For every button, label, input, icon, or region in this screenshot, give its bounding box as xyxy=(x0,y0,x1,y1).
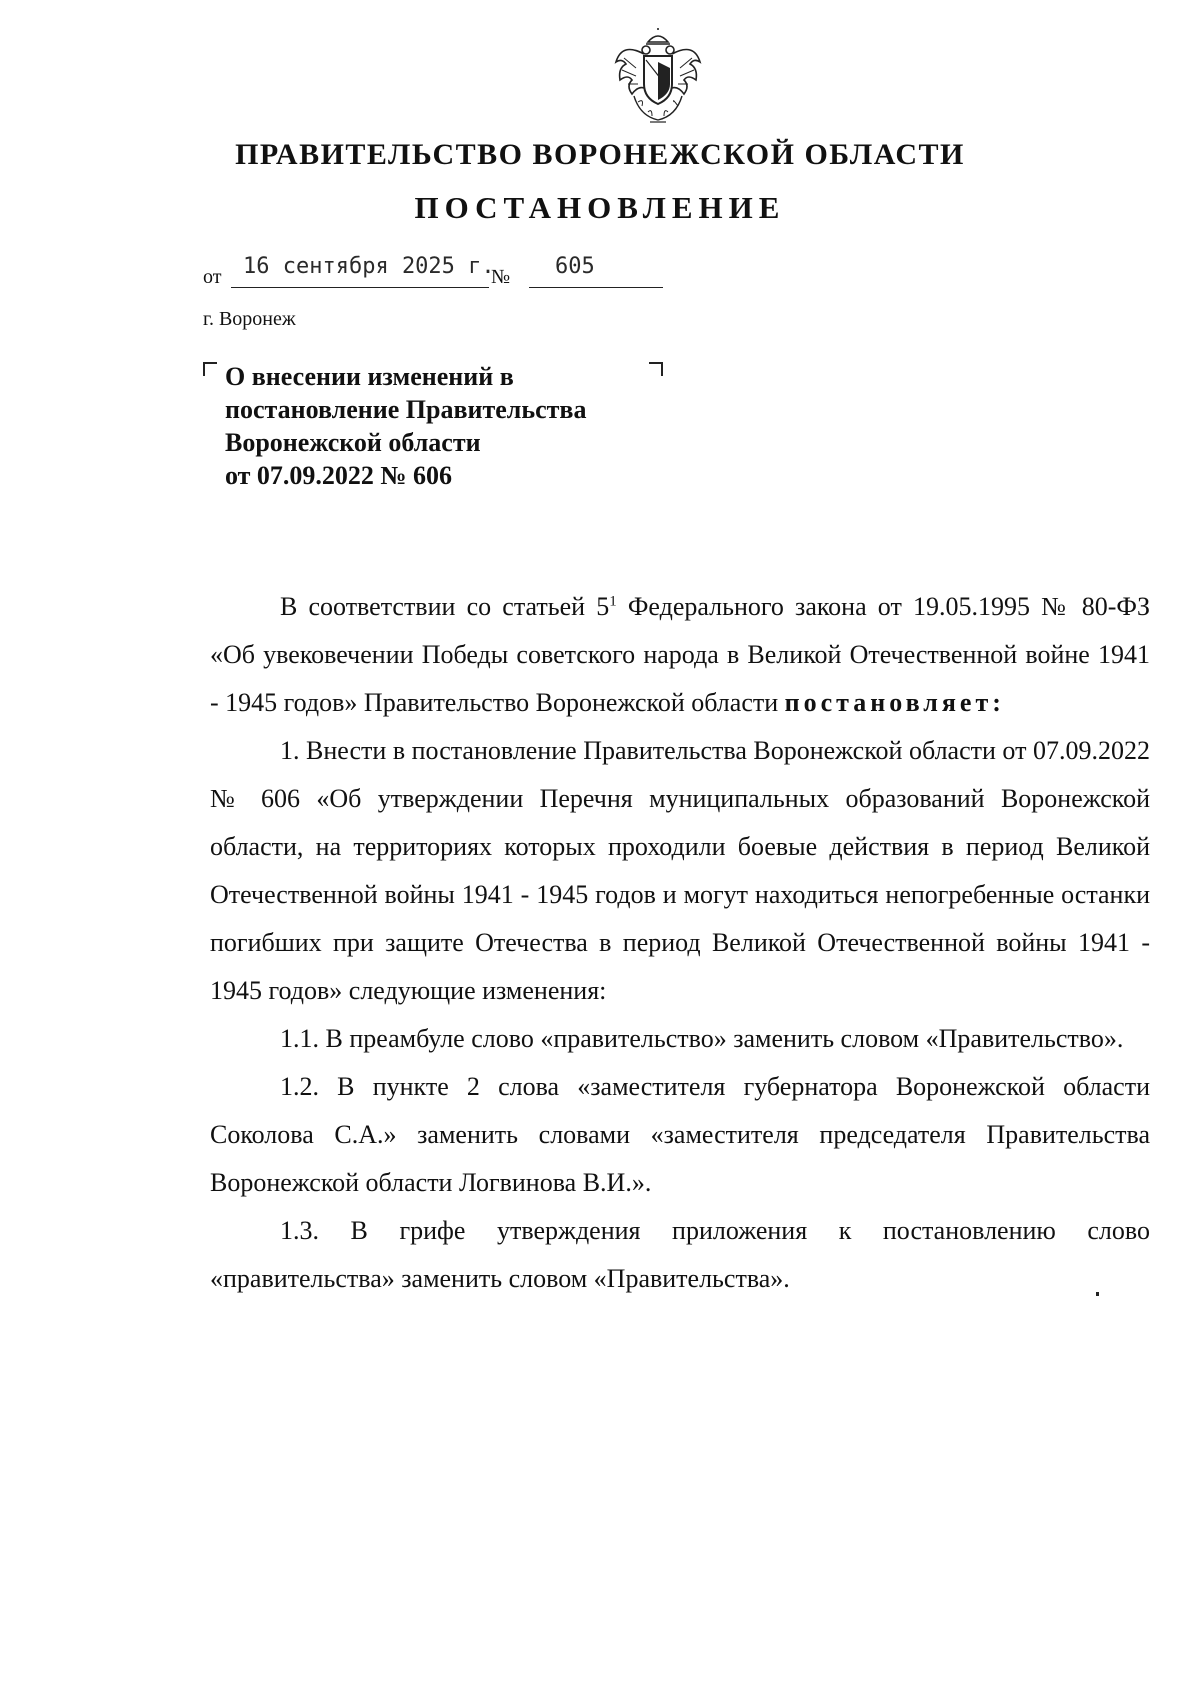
date-underline xyxy=(231,287,489,288)
decree-word: постановляет: xyxy=(784,688,1005,717)
coat-of-arms-icon xyxy=(610,28,706,128)
document-body xyxy=(210,583,1150,1303)
city-line: г. Воронеж xyxy=(203,308,296,330)
organization-title: ПРАВИТЕЛЬСТВО ВОРОНЕЖСКОЙ ОБЛАСТИ xyxy=(235,138,965,171)
clause-1-2: 1.2. В пункте 2 слова «заместителя губернатора Воронежской области Соколова С.А.» заменить словами «заместителя председателя Правительства Воронежской области Логвинова В.И.». xyxy=(210,1072,1150,1197)
number-prefix: № xyxy=(491,266,511,288)
subject-corner-left-mark xyxy=(203,362,217,376)
subject-line: О внесении изменений в xyxy=(225,362,514,391)
subject-line: постановление Правительства xyxy=(225,395,587,424)
document-type-title: ПОСТАНОВЛЕНИЕ xyxy=(414,190,786,225)
document-date: 16 сентября 2025 г. xyxy=(243,254,495,279)
clause-1-1: 1.1. В преамбуле слово «правительство» заменить словом «Правительство». xyxy=(280,1024,1124,1053)
subject-heading xyxy=(225,360,655,492)
preamble-paragraph xyxy=(210,583,1150,727)
number-underline xyxy=(529,287,663,288)
date-number-line xyxy=(203,254,673,290)
article-superscript: 1 xyxy=(609,593,617,610)
clause-1: 1. Внести в постановление Правительства Воронежской области от 07.09.2022 № 606 «Об утверждении Перечня муниципальных образований Воронежской области, на территориях которых проходили боевые действия в период Великой Отечественной войны 1941 - 1945 годов и могут находиться непогребенные останки погибших при защите Отечества в период Великой Отечественной войны 1941 - 1945 годов» следующие изменения: xyxy=(210,736,1150,1005)
preamble-text-start: В соответствии со статьей 5 xyxy=(280,592,610,621)
subject-line: Воронежской области xyxy=(225,428,481,457)
preamble-text-end: Федерального закона от 19.05.1995 № 80-ФЗ «Об увековечении Победы советского народа в Великой Отечественной войне 1941 - 1945 годов» Правительство Воронежской области xyxy=(210,592,1150,717)
scan-speck xyxy=(1096,1292,1099,1296)
date-prefix: от xyxy=(203,266,222,288)
document-number: 605 xyxy=(555,254,595,279)
clause-1-3: 1.3. В грифе утверждения приложения к постановлению слово «правительства» заменить словом «Правительства». xyxy=(210,1216,1150,1293)
subject-line: от 07.09.2022 № 606 xyxy=(225,461,453,490)
